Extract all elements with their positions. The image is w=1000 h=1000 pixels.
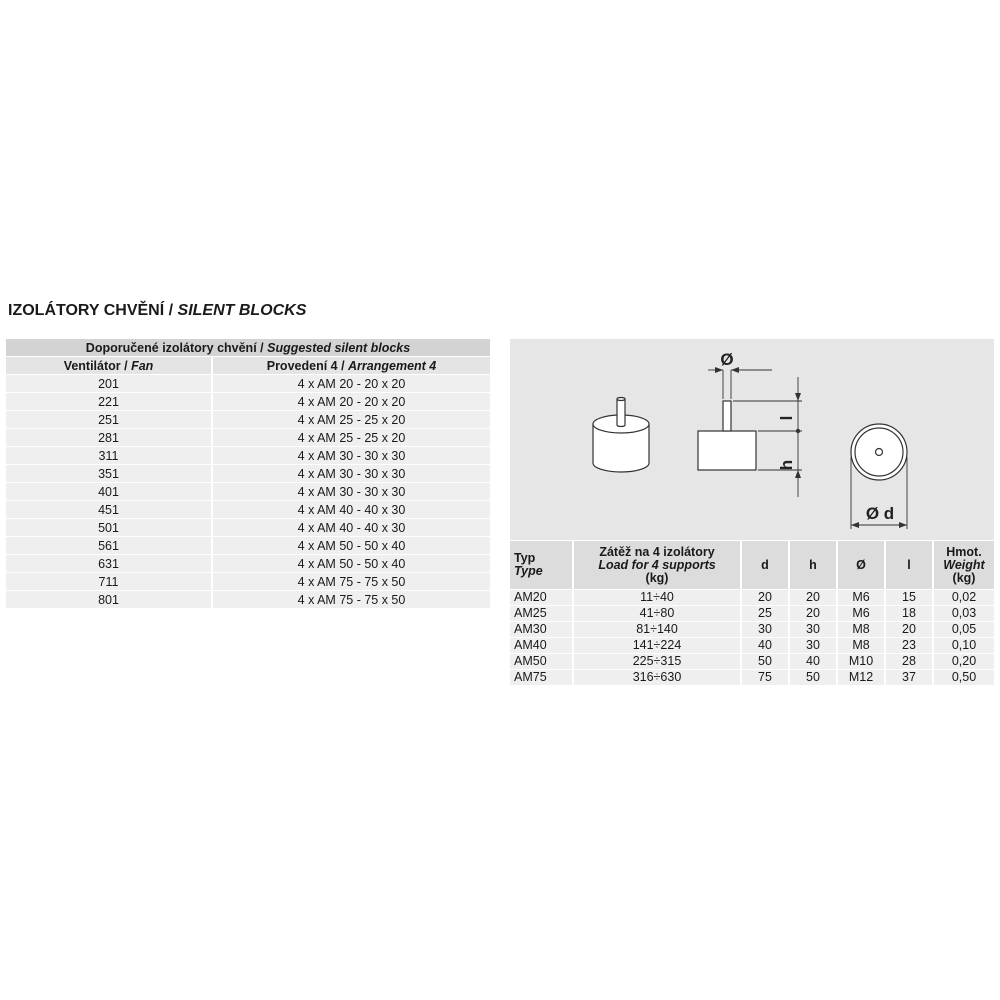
arrangement-cell: 4 x AM 25 - 25 x 20: [212, 429, 490, 447]
arrangement-cell: 4 x AM 30 - 30 x 30: [212, 447, 490, 465]
d-cell: 30: [741, 622, 789, 638]
fan-cell: 201: [6, 375, 212, 393]
phi-cell: M6: [837, 606, 885, 622]
table-row: [6, 591, 490, 609]
h-cell: 20: [789, 606, 837, 622]
load-cell: 41÷80: [573, 606, 741, 622]
h-cell: 40: [789, 654, 837, 670]
silent-block-diagram: [510, 339, 994, 540]
fan-cell: 631: [6, 555, 212, 573]
3d-stud: [617, 399, 625, 427]
d-cell: 40: [741, 638, 789, 654]
side-stud: [723, 401, 731, 431]
table-row: [510, 654, 994, 670]
page-title: [8, 302, 306, 320]
arrangement-cell: 4 x AM 25 - 25 x 20: [212, 411, 490, 429]
fan-cell: 401: [6, 483, 212, 501]
3d-stud-top: [617, 398, 625, 401]
h-cell: 30: [789, 622, 837, 638]
l-cell: 28: [885, 654, 933, 670]
type-cell: AM30: [510, 622, 573, 638]
d-cell: 50: [741, 654, 789, 670]
table-row: [510, 670, 994, 686]
arrangement-cell: 4 x AM 50 - 50 x 40: [212, 537, 490, 555]
load-cell: 11÷40: [573, 590, 741, 606]
arrangement-cell: 4 x AM 75 - 75 x 50: [212, 591, 490, 609]
suggested-silent-blocks-table: [6, 339, 490, 608]
arrangement-cell: 4 x AM 20 - 20 x 20: [212, 375, 490, 393]
column-header-d: d: [741, 541, 789, 590]
column-header-arrangement: Provedení 4 / Arrangement 4: [212, 357, 490, 375]
weight-cell: 0,02: [933, 590, 994, 606]
table-row: [6, 501, 490, 519]
d-cell: 75: [741, 670, 789, 686]
table-row: [6, 465, 490, 483]
diameter-d-label: Ø d: [865, 504, 895, 523]
fan-cell: 281: [6, 429, 212, 447]
fan-cell: 801: [6, 591, 212, 609]
diameter-stud-label: Ø: [720, 350, 734, 369]
table-row: [6, 447, 490, 465]
column-header-weight: Hmot. Weight (kg): [933, 541, 994, 590]
l-cell: 23: [885, 638, 933, 654]
fan-cell: 351: [6, 465, 212, 483]
weight-cell: 0,10: [933, 638, 994, 654]
arrangement-cell: 4 x AM 40 - 40 x 30: [212, 501, 490, 519]
table-row: [6, 573, 490, 591]
load-cell: 81÷140: [573, 622, 741, 638]
type-cell: AM75: [510, 670, 573, 686]
l-cell: 20: [885, 622, 933, 638]
type-cell: AM20: [510, 590, 573, 606]
table-row: [6, 555, 490, 573]
fan-cell: 251: [6, 411, 212, 429]
table-row: [510, 606, 994, 622]
weight-cell: 0,03: [933, 606, 994, 622]
type-cell: AM40: [510, 638, 573, 654]
silent-block-top-view: [851, 424, 907, 480]
fan-cell: 561: [6, 537, 212, 555]
column-header-h: h: [789, 541, 837, 590]
table-row: [6, 411, 490, 429]
fan-cell: 311: [6, 447, 212, 465]
page-title-main: IZOLÁTORY CHVĚNÍ /: [8, 302, 174, 319]
l-cell: 15: [885, 590, 933, 606]
fan-cell: 451: [6, 501, 212, 519]
phi-cell: M8: [837, 622, 885, 638]
arrangement-cell: 4 x AM 20 - 20 x 20: [212, 393, 490, 411]
table-row: [6, 429, 490, 447]
silent-block-diagram-panel: [510, 339, 994, 540]
column-header-l: l: [885, 541, 933, 590]
h-cell: 50: [789, 670, 837, 686]
l-cell: 18: [885, 606, 933, 622]
load-cell: 316÷630: [573, 670, 741, 686]
dimension-dot: [796, 429, 800, 433]
table-row: [510, 622, 994, 638]
weight-cell: 0,05: [933, 622, 994, 638]
column-header-type: Typ Type: [510, 541, 573, 590]
column-header-load: Zátěž na 4 izolátory Load for 4 supports (kg): [573, 541, 741, 590]
table-row: [510, 638, 994, 654]
silent-block-3d-view: [593, 398, 649, 473]
column-header-phi: Ø: [837, 541, 885, 590]
arrangement-cell: 4 x AM 50 - 50 x 40: [212, 555, 490, 573]
fan-cell: 221: [6, 393, 212, 411]
fan-cell: 711: [6, 573, 212, 591]
table-row: [510, 590, 994, 606]
table-row: [6, 519, 490, 537]
l-cell: 37: [885, 670, 933, 686]
phi-cell: M10: [837, 654, 885, 670]
left-table-caption: Doporučené izolátory chvění / Suggested silent blocks: [6, 339, 490, 357]
top-stud-circle: [876, 449, 883, 456]
weight-cell: 0,50: [933, 670, 994, 686]
phi-cell: M12: [837, 670, 885, 686]
type-cell: AM50: [510, 654, 573, 670]
d-cell: 25: [741, 606, 789, 622]
phi-cell: M8: [837, 638, 885, 654]
specs-header-row: [510, 541, 994, 590]
silent-block-side-view: [698, 401, 756, 470]
arrangement-cell: 4 x AM 30 - 30 x 30: [212, 465, 490, 483]
column-header-fan: Ventilátor / Fan: [6, 357, 212, 375]
arrangement-cell: 4 x AM 75 - 75 x 50: [212, 573, 490, 591]
arrangement-cell: 4 x AM 30 - 30 x 30: [212, 483, 490, 501]
phi-cell: M6: [837, 590, 885, 606]
h-cell: 30: [789, 638, 837, 654]
side-body: [698, 431, 756, 470]
stud-length-label: l: [777, 415, 796, 421]
table-row: [6, 483, 490, 501]
weight-cell: 0,20: [933, 654, 994, 670]
table-row: [6, 393, 490, 411]
table-row: [6, 537, 490, 555]
type-cell: AM25: [510, 606, 573, 622]
fan-cell: 501: [6, 519, 212, 537]
load-cell: 141÷224: [573, 638, 741, 654]
h-cell: 20: [789, 590, 837, 606]
table-row: [6, 375, 490, 393]
arrangement-cell: 4 x AM 40 - 40 x 30: [212, 519, 490, 537]
silent-block-specs-table: [510, 541, 994, 685]
d-cell: 20: [741, 590, 789, 606]
height-label: h: [777, 459, 796, 471]
page-title-italic: SILENT BLOCKS: [177, 302, 307, 319]
load-cell: 225÷315: [573, 654, 741, 670]
